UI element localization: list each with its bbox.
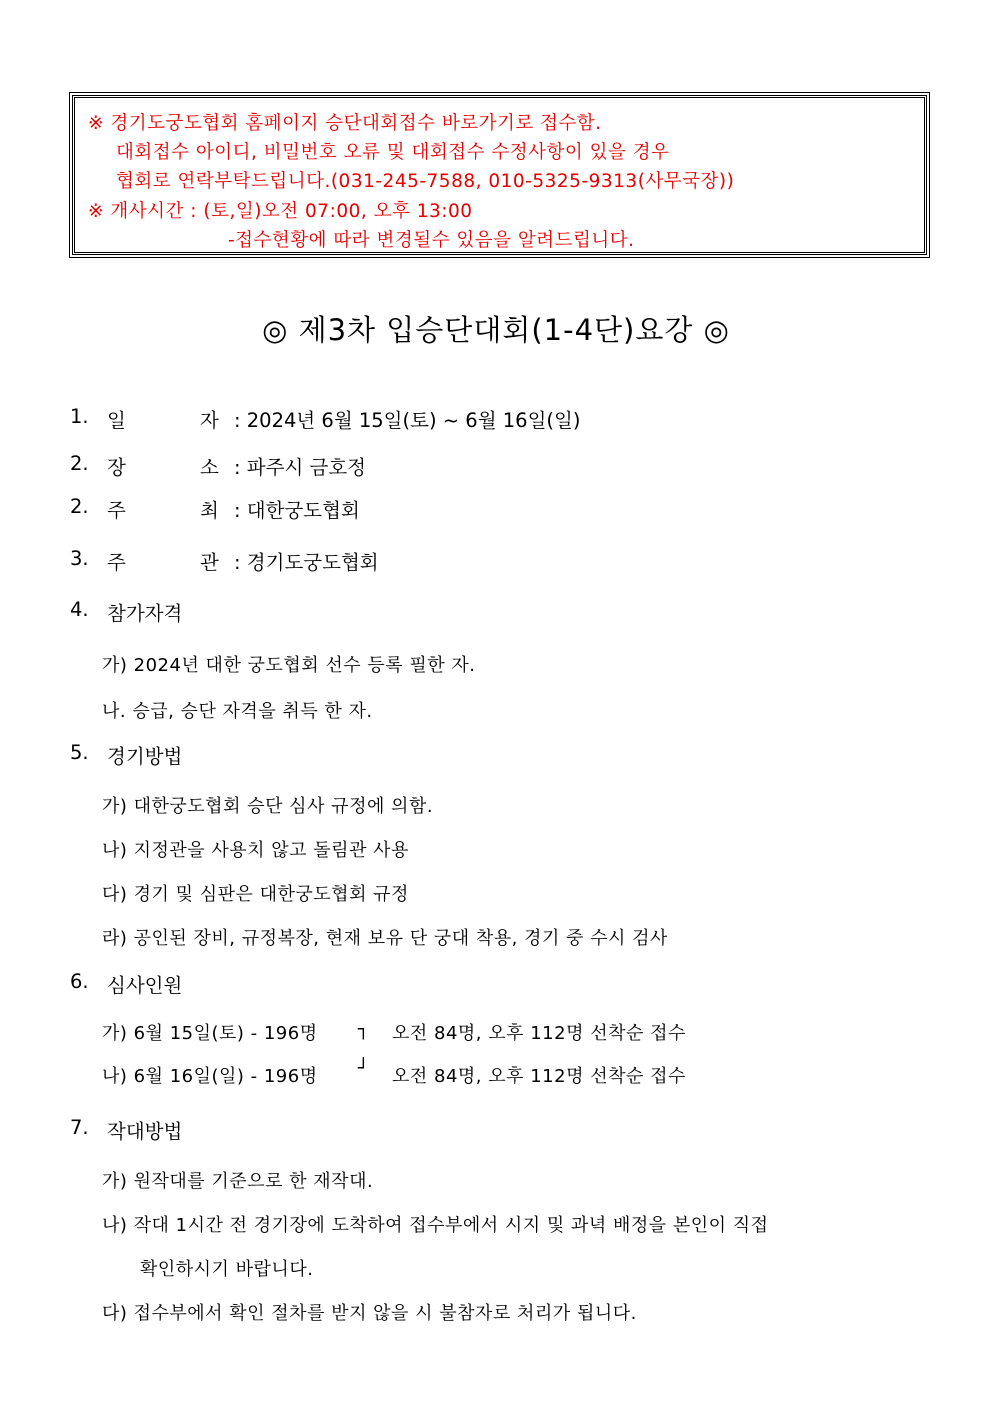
info-value: : 경기도궁도협회 xyxy=(234,551,379,574)
section-heading: 작대방법 xyxy=(107,1120,183,1143)
section-heading: 참가자격 xyxy=(107,602,183,625)
info-num: 2. xyxy=(70,495,89,518)
notice-line-4: ※ 개사시간 : (토,일)오전 07:00, 오후 13:00 xyxy=(88,201,473,222)
section-num: 6. xyxy=(70,970,89,993)
list-item: 다) 경기 및 심판은 대한궁도협회 규정 xyxy=(102,884,409,905)
info-num: 1. xyxy=(70,405,89,428)
list-item: 가) 2024년 대한 궁도협회 선수 등록 필한 자. xyxy=(102,655,476,676)
info-label2: 최 xyxy=(200,499,219,522)
section-heading: 경기방법 xyxy=(107,745,183,768)
info-label: 주 xyxy=(107,499,126,522)
section-num: 5. xyxy=(70,741,89,764)
list-item-continuation: 확인하시기 바랍니다. xyxy=(140,1259,314,1280)
info-value: : 2024년 6월 15일(토) ~ 6월 16일(일) xyxy=(234,409,581,432)
list-item: 가) 원작대를 기준으로 한 재작대. xyxy=(102,1171,374,1192)
info-label: 일 xyxy=(107,409,126,432)
section-heading: 심사인원 xyxy=(107,974,183,997)
notice-line-3: 협회로 연락부탁드립니다.(031-245-7588, 010-5325-9313(사무국장)) xyxy=(116,171,735,192)
section-num: 7. xyxy=(70,1116,89,1139)
list-item: 가) 대한궁도협회 승단 심사 규정에 의함. xyxy=(102,796,434,817)
info-label: 장 xyxy=(107,456,126,479)
info-value: : 파주시 금호정 xyxy=(234,456,366,479)
bracket-bottom: ┘ xyxy=(358,1058,369,1079)
list-item: 가) 6월 15일(토) - 196명 xyxy=(102,1023,318,1044)
info-value: : 대한궁도협회 xyxy=(234,499,360,522)
notice-line-5: -접수현황에 따라 변경될수 있음을 알려드립니다. xyxy=(228,230,635,251)
info-label: 주 xyxy=(107,551,126,574)
list-item-detail: 오전 84명, 오후 112명 선착순 접수 xyxy=(392,1023,686,1044)
list-item-detail: 오전 84명, 오후 112명 선착순 접수 xyxy=(392,1066,686,1087)
info-num: 2. xyxy=(70,452,89,475)
bracket-top: ┐ xyxy=(358,1019,369,1040)
info-label2: 자 xyxy=(200,409,219,432)
page-title: ◎ 제3차 입승단대회(1-4단)요강 ◎ xyxy=(262,313,730,347)
list-item: 나) 작대 1시간 전 경기장에 도착하여 접수부에서 시지 및 과녁 배정을 본인이 직접 xyxy=(102,1215,769,1236)
notice-line-1: ※ 경기도궁도협회 홈페이지 승단대회접수 바로가기로 접수함. xyxy=(88,113,602,134)
notice-line-2: 대회접수 아이디, 비밀번호 오류 및 대회접수 수정사항이 있을 경우 xyxy=(116,142,670,163)
info-num: 3. xyxy=(70,547,89,570)
list-item: 나) 6월 16일(일) - 196명 xyxy=(102,1066,318,1087)
list-item: 라) 공인된 장비, 규정복장, 현재 보유 단 궁대 착용, 경기 중 수시 검사 xyxy=(102,928,668,949)
list-item: 나) 지정관을 사용치 않고 돌림관 사용 xyxy=(102,840,409,861)
info-label2: 소 xyxy=(200,456,219,479)
info-label2: 관 xyxy=(200,551,219,574)
list-item: 나. 승급, 승단 자격을 취득 한 자. xyxy=(102,701,373,722)
section-num: 4. xyxy=(70,598,89,621)
list-item: 다) 접수부에서 확인 절차를 받지 않을 시 불참자로 처리가 됩니다. xyxy=(102,1303,637,1324)
